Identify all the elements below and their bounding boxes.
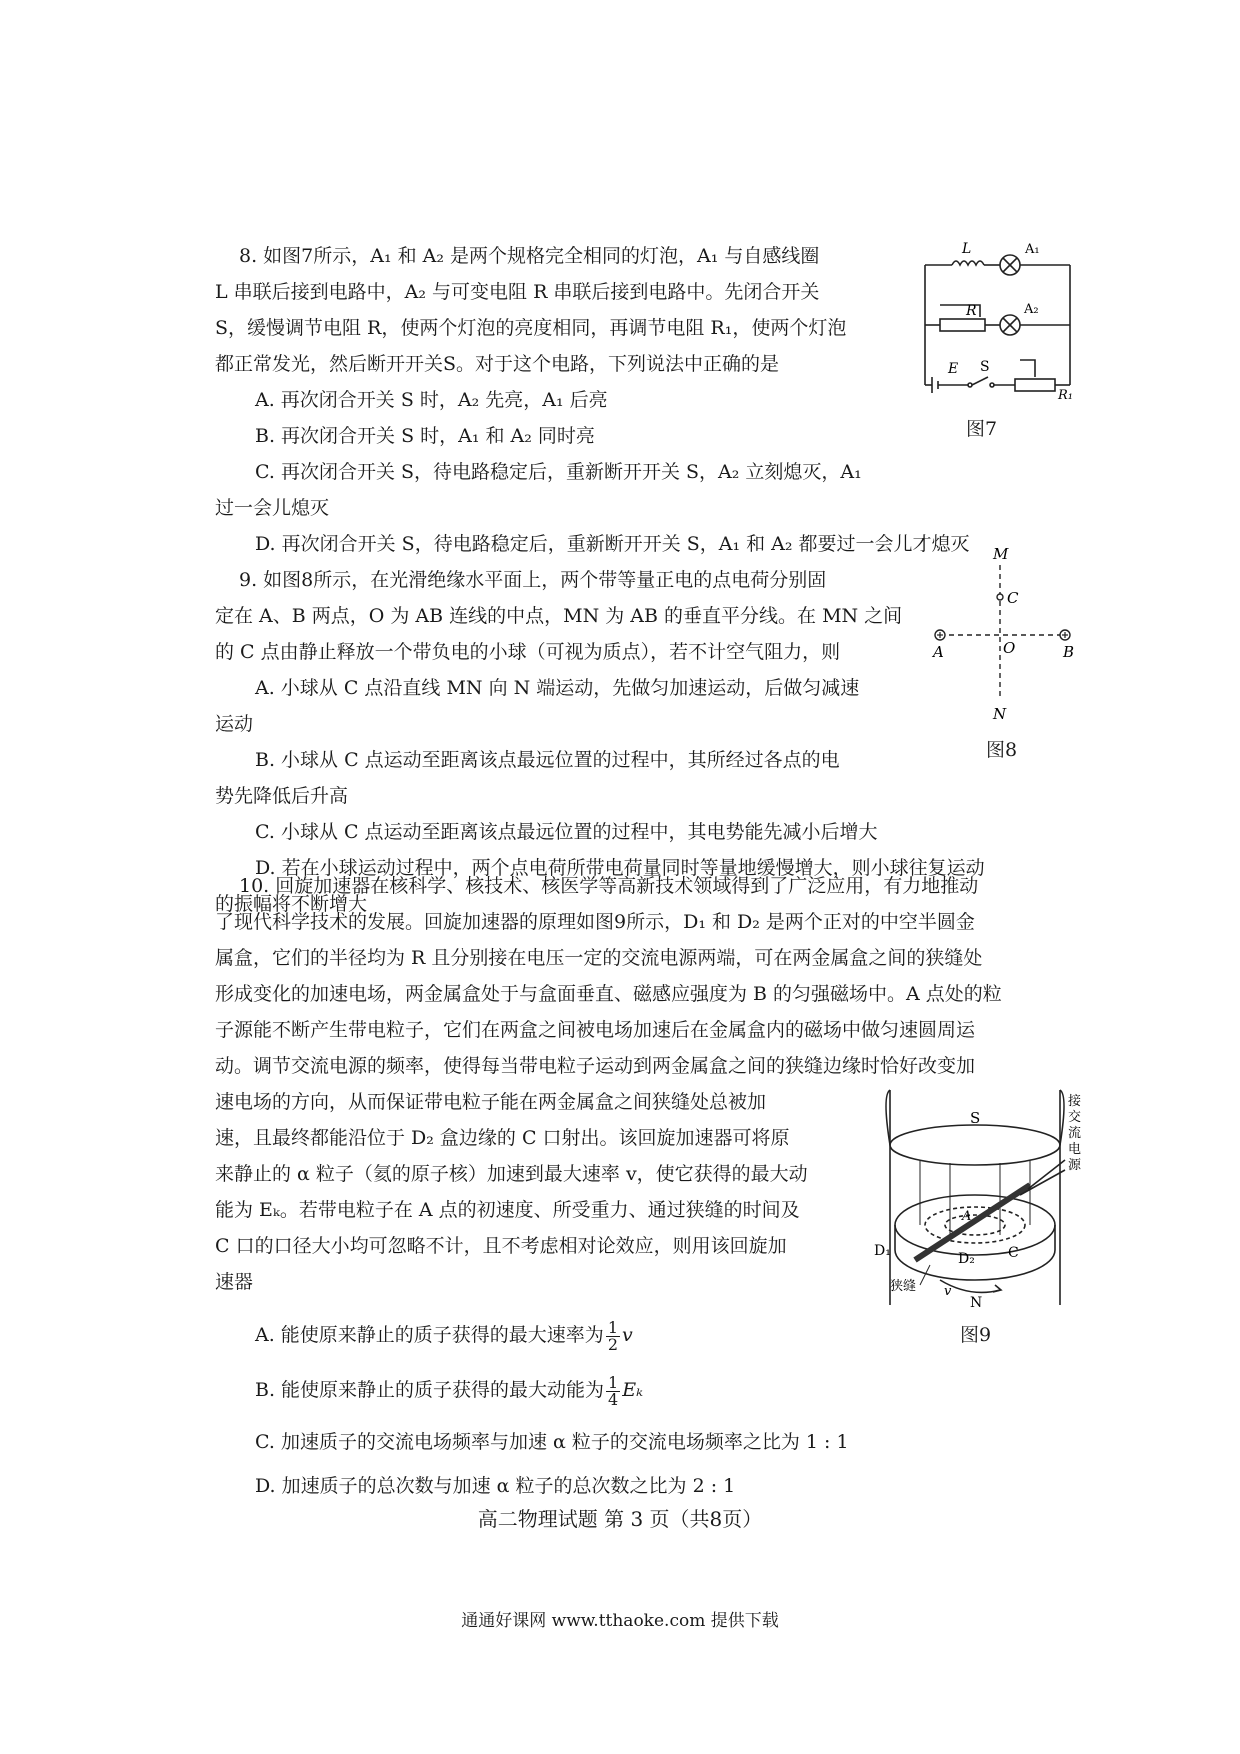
svg-text:交: 交 bbox=[1068, 1110, 1082, 1125]
q9-option-c: C. 小球从 C 点运动至距离该点最远位置的过程中，其电势能先减小后增大 bbox=[255, 821, 878, 843]
fig7-label-R1: R₁ bbox=[1058, 388, 1073, 403]
q9-option-b-cont: 势先降低后升高 bbox=[215, 785, 349, 807]
svg-text:电: 电 bbox=[1068, 1142, 1082, 1157]
q10-line: 能为 Eₖ。若带电粒子在 A 点的初速度、所受重力、通过狭缝的时间及 bbox=[215, 1199, 800, 1221]
svg-text:流: 流 bbox=[1068, 1126, 1082, 1141]
site-credit: 通通好课网 www.tthaoke.com 提供下载 bbox=[461, 1611, 779, 1631]
figure-7-circuit bbox=[910, 235, 1090, 415]
figure-9-caption: 图9 bbox=[960, 1324, 992, 1346]
q10-line: 动。调节交流电源的频率，使得每当带电粒子运动到两金属盒之间的狭缝边缘时恰好改变加 bbox=[215, 1055, 976, 1077]
q9-option-a-cont: 运动 bbox=[215, 713, 254, 735]
q10-option-a: A. 能使原来静止的质子获得的最大速率为 $\frac{1}{2}$ v bbox=[255, 1317, 633, 1354]
q10-option-b: B. 能使原来静止的质子获得的最大动能为 $\frac{1}{4}$ Eₖ bbox=[255, 1372, 644, 1409]
q9-line: 的 C 点由静止释放一个带负电的小球（可视为质点），若不计空气阻力，则 bbox=[215, 641, 841, 663]
fig9-power-label bbox=[1068, 1093, 1082, 1173]
fig9-label-D2: D₂ bbox=[958, 1251, 975, 1267]
fig9-label-D1: D₁ bbox=[874, 1243, 891, 1259]
q8-option-d: D. 再次闭合开关 S，待电路稳定后，重新断开开关 S，A₁ 和 A₂ 都要过一会儿才熄灭 bbox=[255, 533, 970, 555]
figure-9-cyclotron bbox=[870, 1085, 1090, 1315]
fig9-label-C: C bbox=[1008, 1245, 1019, 1261]
q8-line: 都正常发光，然后断开开关S。对于这个电路，下列说法中正确的是 bbox=[215, 353, 780, 375]
fig7-label-A1: A₁ bbox=[1025, 242, 1040, 257]
fig7-label-A2: A₂ bbox=[1024, 302, 1039, 317]
fraction-one-quarter: $\frac{1}{4}$ bbox=[608, 1372, 619, 1409]
fig9-label-N: N bbox=[970, 1295, 983, 1311]
figure-8-charges bbox=[925, 545, 1085, 725]
q9-option-d-cont: 的振幅将不断增大 bbox=[215, 893, 368, 915]
q8-option-c: C. 再次闭合开关 S，待电路稳定后，重新断开开关 S，A₂ 立刻熄灭，A₁ bbox=[255, 461, 862, 483]
fig7-label-R: R bbox=[966, 303, 977, 319]
q10-line: 速电场的方向，从而保证带电粒子能在两金属盒之间狭缝处总被加 bbox=[215, 1091, 767, 1113]
q10-line: 属盒，它们的半径均为 R 且分别接在电压一定的交流电源两端，可在两金属盒之间的狭缝处 bbox=[215, 947, 983, 969]
svg-text:接: 接 bbox=[1068, 1094, 1082, 1109]
q10-line: 10. 回旋加速器在核科学、核技术、核医学等高新技术领域得到了广泛应用，有力地推动 bbox=[239, 875, 979, 897]
q8-option-a: A. 再次闭合开关 S 时，A₂ 先亮，A₁ 后亮 bbox=[255, 389, 608, 411]
q10-line: 速器 bbox=[215, 1271, 254, 1293]
q9-option-d: D. 若在小球运动过程中，两个点电荷所带电荷量同时等量地缓慢增大，则小球往复运动 bbox=[255, 857, 985, 879]
q10-options bbox=[255, 1310, 849, 1508]
fig8-label-N: N bbox=[993, 705, 1007, 723]
q8-option-c-cont: 过一会儿熄灭 bbox=[215, 497, 330, 519]
q10-option-c: C. 加速质子的交流电场频率与加速 α 粒子的交流电场频率之比为 1 : 1 bbox=[255, 1431, 849, 1453]
q8-line: L 串联后接到电路中，A₂ 与可变电阻 R 串联后接到电路中。先闭合开关 bbox=[215, 281, 820, 303]
page-footer: 高二物理试题 第 3 页（共8页） bbox=[477, 1507, 763, 1531]
fig8-label-O: O bbox=[1003, 639, 1016, 657]
fig9-label-A: A bbox=[962, 1209, 972, 1224]
figure-8-caption: 图8 bbox=[986, 739, 1018, 761]
q9-line: 9. 如图8所示，在光滑绝缘水平面上，两个带等量正电的点电荷分别固 bbox=[239, 569, 827, 591]
fig9-label-v: v bbox=[944, 1284, 952, 1299]
fig9-label-gap: 狭缝 bbox=[890, 1279, 917, 1294]
q8-line: S，缓慢调节电阻 R，使两个灯泡的亮度相同，再调节电阻 R₁，使两个灯泡 bbox=[215, 317, 847, 339]
fig9-label-S: S bbox=[970, 1109, 981, 1127]
fig7-label-E: E bbox=[948, 361, 959, 377]
q9-option-b: B. 小球从 C 点运动至距离该点最远位置的过程中，其所经过各点的电 bbox=[255, 749, 840, 771]
q10-option-d: D. 加速质子的总次数与加速 α 粒子的总次数之比为 2 : 1 bbox=[255, 1475, 736, 1497]
svg-text:源: 源 bbox=[1068, 1158, 1082, 1173]
q9-line: 定在 A、B 两点，O 为 AB 连线的中点，MN 为 AB 的垂直平分线。在 MN 之间 bbox=[215, 605, 903, 627]
q10-line: 速，且最终都能沿位于 D₂ 盒边缘的 C 口射出。该回旋加速器可将原 bbox=[215, 1127, 790, 1149]
fig8-label-C: C bbox=[1007, 589, 1019, 607]
q10-line: 形成变化的加速电场，两金属盒处于与盒面垂直、磁感应强度为 B 的匀强磁场中。A 点处的粒 bbox=[215, 983, 1002, 1005]
fig8-label-B: B bbox=[1063, 643, 1075, 661]
question-8 bbox=[215, 238, 970, 562]
fig7-label-L: L bbox=[962, 241, 972, 257]
q8-line: 8. 如图7所示，A₁ 和 A₂ 是两个规格完全相同的灯泡，A₁ 与自感线圈 bbox=[239, 245, 820, 267]
fig7-label-S: S bbox=[980, 359, 990, 375]
q10-line: 了现代科学技术的发展。回旋加速器的原理如图9所示，D₁ 和 D₂ 是两个正对的中空半圆金 bbox=[215, 911, 975, 933]
figure-7-caption: 图7 bbox=[966, 418, 998, 440]
q8-option-b: B. 再次闭合开关 S 时，A₁ 和 A₂ 同时亮 bbox=[255, 425, 595, 447]
fig8-label-M: M bbox=[993, 545, 1009, 563]
fraction-one-half: $\frac{1}{2}$ bbox=[607, 1317, 618, 1354]
q10-line: 来静止的 α 粒子（氦的原子核）加速到最大速率 v，使它获得的最大动 bbox=[215, 1163, 808, 1185]
q10-line: C 口的口径大小均可忽略不计，且不考虑相对论效应，则用该回旋加 bbox=[215, 1235, 787, 1257]
fig8-label-A: A bbox=[933, 643, 944, 661]
q10-line: 子源能不断产生带电粒子，它们在两盒之间被电场加速后在金属盒内的磁场中做匀速圆周运 bbox=[215, 1019, 976, 1041]
q9-option-a: A. 小球从 C 点沿直线 MN 向 N 端运动，先做匀加速运动，后做匀减速 bbox=[255, 677, 860, 699]
